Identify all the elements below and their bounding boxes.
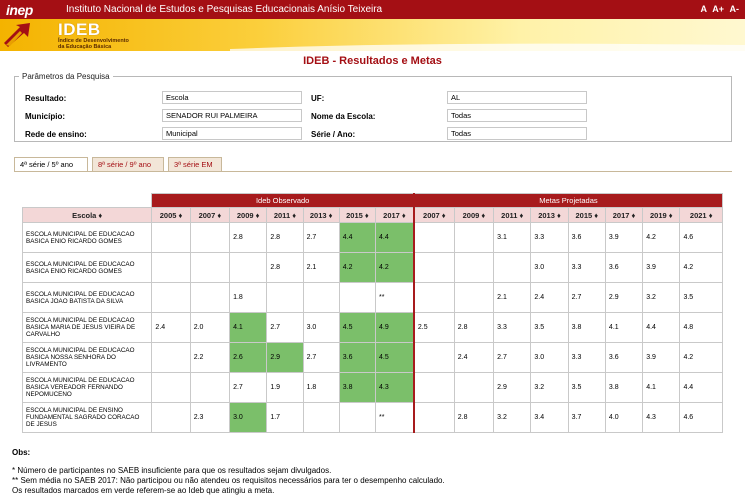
font-reset-button[interactable]: A xyxy=(700,4,707,14)
projected-value-cell: 2.7 xyxy=(494,343,531,373)
projected-value-cell: 3.7 xyxy=(568,403,605,433)
observed-value-cell xyxy=(152,223,190,253)
projected-value-cell: 3.5 xyxy=(568,373,605,403)
projected-value-cell: 3.2 xyxy=(494,403,531,433)
observed-value-cell xyxy=(190,373,229,403)
observed-value-cell: 1.9 xyxy=(267,373,303,403)
observed-value-cell xyxy=(190,283,229,313)
observed-year-header[interactable]: 2015 ♦ xyxy=(339,208,375,223)
ideb-logo-title: IDEB xyxy=(58,20,101,39)
table-row xyxy=(23,283,723,313)
projected-year-header[interactable]: 2021 ♦ xyxy=(680,208,723,223)
projected-value-cell: 3.6 xyxy=(568,223,605,253)
notes xyxy=(12,448,445,496)
projected-value-cell xyxy=(454,253,493,283)
projected-value-cell: 4.6 xyxy=(680,403,723,433)
observed-value-cell xyxy=(152,283,190,313)
table-row xyxy=(23,403,723,433)
projected-value-cell: 4.4 xyxy=(643,313,680,343)
note-no-average: ** Sem média no SAEB 2017: Não participou ou não atendeu os requisitos necessários para ter o desempenho calculado. xyxy=(12,476,445,485)
observed-value-cell: 2.3 xyxy=(190,403,229,433)
school-name-cell: ESCOLA MUNICIPAL DE EDUCACAO BASICA ENIO RICARDO GOMES xyxy=(23,253,152,283)
observed-value-cell xyxy=(303,283,339,313)
school-name-cell: ESCOLA MUNICIPAL DE ENSINO FUNDAMENTAL SAGRADO CORACAO DE JESUS xyxy=(23,403,152,433)
school-name-cell: ESCOLA MUNICIPAL DE EDUCACAO BASICA VEREADOR FERNANDO NEPOMUCENO xyxy=(23,373,152,403)
projected-year-header[interactable]: 2013 ♦ xyxy=(531,208,568,223)
observed-value-cell: 4.5 xyxy=(376,343,414,373)
institute-name: Instituto Nacional de Estudos e Pesquisas Educacionais Anísio Teixeira xyxy=(66,4,383,15)
projected-value-cell: 4.6 xyxy=(680,223,723,253)
observed-value-cell xyxy=(339,403,375,433)
observed-value-cell: 2.7 xyxy=(267,313,303,343)
uf-label: UF: xyxy=(311,94,325,103)
projected-value-cell: 2.4 xyxy=(531,283,568,313)
projected-value-cell xyxy=(414,253,454,283)
projected-value-cell: 2.9 xyxy=(605,283,642,313)
observed-value-cell: 3.0 xyxy=(230,403,267,433)
projected-year-header[interactable]: 2017 ♦ xyxy=(605,208,642,223)
projected-value-cell: 3.0 xyxy=(531,343,568,373)
table-row xyxy=(23,343,723,373)
projected-value-cell: 3.8 xyxy=(605,373,642,403)
observed-value-cell: 4.4 xyxy=(376,223,414,253)
observed-year-header[interactable]: 2005 ♦ xyxy=(152,208,190,223)
observed-value-cell xyxy=(230,253,267,283)
observed-value-cell: 4.2 xyxy=(339,253,375,283)
observed-value-cell: 4.1 xyxy=(230,313,267,343)
uf-field[interactable]: AL xyxy=(447,91,587,104)
serie-field[interactable]: Todas xyxy=(447,127,587,140)
observed-value-cell xyxy=(190,253,229,283)
observed-value-cell xyxy=(339,283,375,313)
projected-value-cell xyxy=(414,343,454,373)
search-parameters xyxy=(14,72,732,142)
projected-year-header[interactable]: 2019 ♦ xyxy=(643,208,680,223)
tab-5-ano[interactable]: 4ª série / 5º ano xyxy=(14,157,88,172)
observed-value-cell: 2.1 xyxy=(303,253,339,283)
school-name-cell: ESCOLA MUNICIPAL DE EDUCACAO BASICA NOSSA SENHORA DO LIVRAMENTO xyxy=(23,343,152,373)
projected-value-cell: 2.8 xyxy=(454,313,493,343)
projected-value-cell: 4.1 xyxy=(605,313,642,343)
projected-year-header[interactable]: 2007 ♦ xyxy=(414,208,454,223)
rede-field[interactable]: Municipal xyxy=(162,127,302,140)
observed-value-cell: 2.4 xyxy=(152,313,190,343)
observed-value-cell: 3.8 xyxy=(339,373,375,403)
projected-value-cell: 4.8 xyxy=(680,313,723,343)
projected-value-cell: 3.3 xyxy=(568,343,605,373)
projected-year-header[interactable]: 2011 ♦ xyxy=(494,208,531,223)
projected-value-cell xyxy=(454,373,493,403)
observed-value-cell: 4.5 xyxy=(339,313,375,343)
projected-value-cell: 3.0 xyxy=(531,253,568,283)
observed-year-header[interactable]: 2011 ♦ xyxy=(267,208,303,223)
projected-value-cell: 3.9 xyxy=(643,253,680,283)
tab-9-ano[interactable]: 8ª série / 9º ano xyxy=(92,157,164,171)
results-table xyxy=(22,193,723,433)
projected-value-cell: 3.2 xyxy=(531,373,568,403)
projected-value-cell xyxy=(414,403,454,433)
table-row xyxy=(23,373,723,403)
nome-escola-field[interactable]: Todas xyxy=(447,109,587,122)
projected-value-cell: 3.5 xyxy=(531,313,568,343)
projected-value-cell: 3.6 xyxy=(605,253,642,283)
projected-value-cell xyxy=(454,283,493,313)
observed-value-cell: ** xyxy=(376,403,414,433)
projected-value-cell: 3.3 xyxy=(494,313,531,343)
observed-year-header[interactable]: 2007 ♦ xyxy=(190,208,229,223)
observed-value-cell: 2.6 xyxy=(230,343,267,373)
observed-value-cell: 2.0 xyxy=(190,313,229,343)
school-name-cell: ESCOLA MUNICIPAL DE EDUCACAO BASICA ENIO RICARDO GOMES xyxy=(23,223,152,253)
projected-year-header[interactable]: 2009 ♦ xyxy=(454,208,493,223)
school-name-cell: ESCOLA MUNICIPAL DE EDUCACAO BASICA JOAO BATISTA DA SILVA xyxy=(23,283,152,313)
projected-value-cell: 2.1 xyxy=(494,283,531,313)
school-name-cell: ESCOLA MUNICIPAL DE EDUCACAO BASICA MARIA DE JESUS VIEIRA DE CARVALHO xyxy=(23,313,152,343)
observed-value-cell: 4.3 xyxy=(376,373,414,403)
page-title: IDEB - Resultados e Metas xyxy=(303,55,442,67)
observed-value-cell xyxy=(190,223,229,253)
observed-value-cell: 1.8 xyxy=(303,373,339,403)
observed-value-cell: 4.9 xyxy=(376,313,414,343)
observed-year-header[interactable]: 2013 ♦ xyxy=(303,208,339,223)
font-size-controls xyxy=(698,4,739,14)
municipio-label: Município: xyxy=(25,112,65,121)
school-column-header[interactable]: Escola ♦ xyxy=(23,208,152,223)
projected-value-cell: 3.9 xyxy=(643,343,680,373)
projected-value-cell: 4.2 xyxy=(643,223,680,253)
metas-projetadas-header: Metas Projetadas xyxy=(414,194,723,208)
observed-value-cell: 4.2 xyxy=(376,253,414,283)
projected-value-cell xyxy=(454,223,493,253)
inep-logo[interactable]: inep xyxy=(6,2,33,18)
projected-value-cell: 4.2 xyxy=(680,343,723,373)
projected-value-cell: 3.9 xyxy=(605,223,642,253)
observed-value-cell: 2.8 xyxy=(267,253,303,283)
projected-value-cell: 2.9 xyxy=(494,373,531,403)
table-row xyxy=(23,313,723,343)
observed-value-cell: 2.9 xyxy=(267,343,303,373)
projected-value-cell: 3.3 xyxy=(531,223,568,253)
projected-value-cell: 3.6 xyxy=(605,343,642,373)
projected-value-cell: 3.3 xyxy=(568,253,605,283)
observed-value-cell: 2.2 xyxy=(190,343,229,373)
notes-title: Obs: xyxy=(12,448,31,457)
observed-value-cell: 2.8 xyxy=(230,223,267,253)
observed-value-cell: 2.8 xyxy=(267,223,303,253)
nome-escola-label: Nome da Escola: xyxy=(311,112,376,121)
observed-value-cell xyxy=(303,403,339,433)
observed-value-cell: 4.4 xyxy=(339,223,375,253)
table-corner xyxy=(23,194,152,208)
table-row xyxy=(23,223,723,253)
observed-value-cell: 1.8 xyxy=(230,283,267,313)
projected-value-cell: 4.2 xyxy=(680,253,723,283)
projected-year-header[interactable]: 2015 ♦ xyxy=(568,208,605,223)
projected-value-cell xyxy=(414,223,454,253)
projected-value-cell xyxy=(494,253,531,283)
parameters-legend: Parâmetros da Pesquisa xyxy=(22,72,110,81)
observed-value-cell xyxy=(152,253,190,283)
observed-value-cell: ** xyxy=(376,283,414,313)
projected-value-cell: 3.8 xyxy=(568,313,605,343)
projected-value-cell: 4.0 xyxy=(605,403,642,433)
projected-value-cell: 4.1 xyxy=(643,373,680,403)
banner-swoosh xyxy=(230,39,745,51)
projected-value-cell: 4.3 xyxy=(643,403,680,433)
projected-value-cell: 3.2 xyxy=(643,283,680,313)
projected-value-cell: 2.5 xyxy=(414,313,454,343)
observed-value-cell xyxy=(152,373,190,403)
projected-value-cell xyxy=(414,373,454,403)
observed-value-cell: 3.6 xyxy=(339,343,375,373)
ideb-arrow-icon xyxy=(2,21,36,49)
ideb-banner xyxy=(0,19,745,51)
resultado-label: Resultado: xyxy=(25,94,67,103)
observed-value-cell xyxy=(267,283,303,313)
observed-value-cell: 2.7 xyxy=(230,373,267,403)
observed-value-cell xyxy=(152,403,190,433)
projected-value-cell: 2.4 xyxy=(454,343,493,373)
projected-value-cell: 4.4 xyxy=(680,373,723,403)
projected-value-cell xyxy=(414,283,454,313)
observed-value-cell: 2.7 xyxy=(303,223,339,253)
observed-value-cell: 1.7 xyxy=(267,403,303,433)
tab-3-em[interactable]: 3ª série EM xyxy=(168,157,222,171)
rede-label: Rede de ensino: xyxy=(25,130,87,139)
font-decrease-button[interactable]: A- xyxy=(729,4,739,14)
observed-value-cell: 2.7 xyxy=(303,343,339,373)
observed-value-cell xyxy=(152,343,190,373)
resultado-field[interactable]: Escola xyxy=(162,91,302,104)
projected-value-cell: 3.5 xyxy=(680,283,723,313)
note-insufficient: * Número de participantes no SAEB insuficiente para que os resultados sejam divulgados. xyxy=(12,466,332,475)
municipio-field[interactable]: SENADOR RUI PALMEIRA xyxy=(162,109,302,122)
observed-year-header[interactable]: 2017 ♦ xyxy=(376,208,414,223)
ideb-observado-header: Ideb Observado xyxy=(152,194,414,208)
projected-value-cell: 2.7 xyxy=(568,283,605,313)
ideb-logo-subtitle: Índice de Desenvolvimento da Educação Básica xyxy=(58,38,129,50)
projected-value-cell: 3.1 xyxy=(494,223,531,253)
observed-value-cell: 3.0 xyxy=(303,313,339,343)
serie-label: Série / Ano: xyxy=(311,130,356,139)
font-increase-button[interactable]: A+ xyxy=(712,4,724,14)
projected-value-cell: 3.4 xyxy=(531,403,568,433)
observed-year-header[interactable]: 2009 ♦ xyxy=(230,208,267,223)
note-green: Os resultados marcados em verde referem-se ao Ideb que atingiu a meta. xyxy=(12,486,275,495)
projected-value-cell: 2.8 xyxy=(454,403,493,433)
table-row xyxy=(23,253,723,283)
top-bar xyxy=(0,0,745,19)
